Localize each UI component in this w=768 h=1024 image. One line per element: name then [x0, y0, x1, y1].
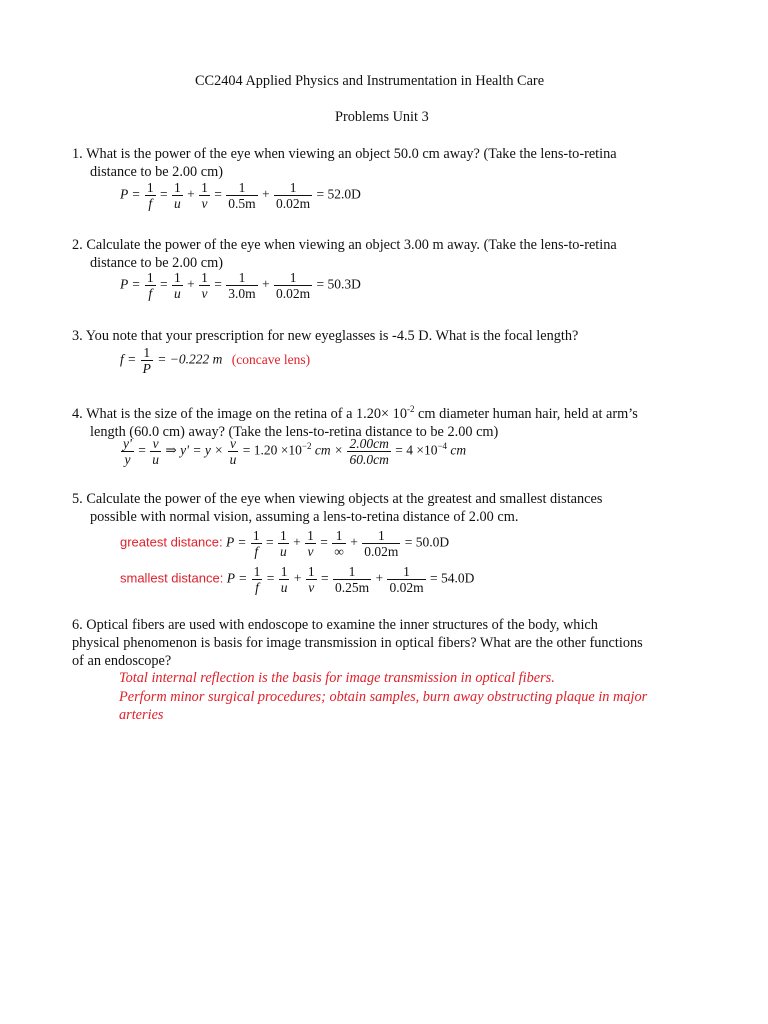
- course-title: CC2404 Applied Physics and Instrumentation in Health Care: [195, 73, 545, 89]
- fraction: $\frac{1}{f}$: [146, 270, 154, 301]
- fraction: $\frac{v}{u}$: [152, 436, 160, 467]
- question-text-cont: length (60.0 cm) away? (Take the lens-to-retina distance to be 2.00 cm): [90, 423, 499, 440]
- fraction: $\frac{1}{u}$: [280, 564, 288, 595]
- eq-lhs: f =: [120, 351, 137, 367]
- fraction: $\frac{1}{0.02m}$: [389, 564, 424, 595]
- equation-q3: [120, 345, 310, 376]
- question-text-cont: of an endoscope?: [72, 653, 172, 669]
- question-text-cont: distance to be 2.00 cm): [90, 164, 224, 180]
- question-text: cm diameter human hair, held at arm’s: [414, 405, 638, 422]
- fraction: $\frac{1}{0.25m}$: [334, 564, 370, 595]
- equation-q5-greatest: greatest distance: P = $\frac{1}{f}$ = $\frac{1}{u}$ + $\frac{1}{v}$ = $\frac{1}{\infty}$ + $\frac{1}{0.02m}$ = 50.0D: [120, 528, 450, 559]
- question-1: [72, 145, 696, 181]
- fraction: $\frac{2.00cm}{60.0cm}$: [349, 436, 389, 467]
- fraction: $\frac{1}{u}$: [174, 180, 181, 211]
- fraction: $\frac{1}{v}$: [201, 180, 208, 211]
- question-number: 2.: [72, 237, 83, 253]
- exponent: -2: [406, 404, 415, 414]
- fraction: $\frac{1}{P}$: [142, 345, 151, 376]
- answer-6-part2-cont: arteries: [119, 707, 164, 723]
- fraction: $\frac{1}{0.02m}$: [276, 270, 311, 301]
- question-text-cont: distance to be 2.00 cm): [90, 255, 224, 271]
- fraction: $\frac{y'}{y}$: [123, 436, 132, 467]
- question-6: [72, 616, 696, 670]
- question-text-cont: physical phenomenon is basis for image transmission in optical fibers? What are the other functions: [72, 635, 643, 651]
- equation-q2: P = $\frac{1}{f}$ = $\frac{1}{u}$ + $\frac{1}{v}$ = $\frac{1}{3.0m}$ + $\frac{1}{0.02m}$ = 50.3D: [120, 270, 361, 301]
- greatest-distance-label: greatest distance:: [120, 534, 223, 550]
- question-text: Calculate the power of the eye when viewing an object 3.00 m away. (Take the lens-to-retina: [86, 237, 617, 253]
- fraction: $\frac{1}{0.5m}$: [228, 180, 256, 211]
- eq-result: = 54.0D: [429, 570, 475, 586]
- question-2: [72, 236, 696, 272]
- fraction: $\frac{1}{3.0m}$: [228, 270, 256, 301]
- fraction: $\frac{1}{f}$: [146, 180, 154, 211]
- question-text: What is the power of the eye when viewing an object 50.0 cm away? (Take the lens-to-retina: [86, 146, 617, 162]
- question-text-cont: possible with normal vision, assuming a lens-to-retina distance of 2.00 cm.: [90, 509, 519, 525]
- eq-result: = 52.0D: [316, 186, 361, 202]
- question-number: 4.: [72, 405, 83, 422]
- question-number: 3.: [72, 328, 83, 344]
- equation-q5-smallest: smallest distance: P = $\frac{1}{f}$ = $\frac{1}{u}$ + $\frac{1}{v}$ = $\frac{1}{0.25m}$ + $\frac{1}{0.02m}$ = 54.0D: [120, 564, 475, 595]
- question-number: 5.: [72, 491, 83, 507]
- answer-6-part2: Perform minor surgical procedures; obtain samples, burn away obstructing plaque in major: [119, 689, 648, 705]
- fraction: $\frac{1}{u}$: [174, 270, 181, 301]
- page-title: Problems Unit 3: [335, 109, 429, 125]
- fraction: $\frac{1}{v}$: [307, 528, 314, 559]
- fraction: $\frac{1}{f}$: [252, 528, 260, 559]
- question-text: 6. Optical fibers are used with endoscope to examine the inner structures of the body, which: [72, 617, 598, 633]
- equation-q4: $\frac{y'}{y}$ = $\frac{v}{u}$ ⇒ y' = y × $\frac{v}{u}$ = $1.20 \times 10^{-2}$ cm × $\frac{2.00cm}{60.0cm}$ = $4 \times 10^{-4}$ cm: [123, 436, 467, 467]
- fraction: $\frac{1}{\infty}$: [334, 528, 344, 559]
- question-text: Calculate the power of the eye when viewing objects at the greatest and smallest distances: [86, 491, 603, 507]
- fraction: $\frac{1}{0.02m}$: [276, 180, 311, 211]
- answer-note: (concave lens): [231, 351, 311, 367]
- fraction: $\frac{1}{0.02m}$: [364, 528, 399, 559]
- eq-result: = −0.222 m: [157, 351, 223, 367]
- question-3: [72, 327, 696, 345]
- question-4: [72, 400, 696, 441]
- fraction: $\frac{1}{u}$: [280, 528, 287, 559]
- fraction: $\frac{1}{v}$: [307, 564, 315, 595]
- smallest-distance-label: smallest distance:: [120, 570, 224, 586]
- eq-lhs: P =: [120, 186, 141, 202]
- fraction: $\frac{1}{f}$: [253, 564, 261, 595]
- eq-result: = 50.0D: [404, 534, 450, 550]
- question-text: You note that your prescription for new eyeglasses is -4.5 D. What is the focal length?: [85, 328, 579, 344]
- eq-result: = 50.3D: [316, 276, 361, 292]
- question-text: What is the size of the image on the retina of a 1.20× 10: [86, 405, 407, 422]
- fraction: $\frac{v}{u}$: [229, 436, 237, 467]
- answer-6-part1: Total internal reflection is the basis for image transmission in optical fibers.: [119, 670, 555, 686]
- question-number: 1.: [72, 146, 83, 162]
- equation-q1: P = $\frac{1}{f}$ = $\frac{1}{u}$ + $\frac{1}{v}$ = $\frac{1}{0.5m}$ + $\frac{1}{0.02m}$ = 52.0D: [120, 180, 361, 211]
- fraction: $\frac{1}{v}$: [201, 270, 208, 301]
- question-5: [72, 490, 696, 526]
- eq-lhs: P =: [120, 276, 141, 292]
